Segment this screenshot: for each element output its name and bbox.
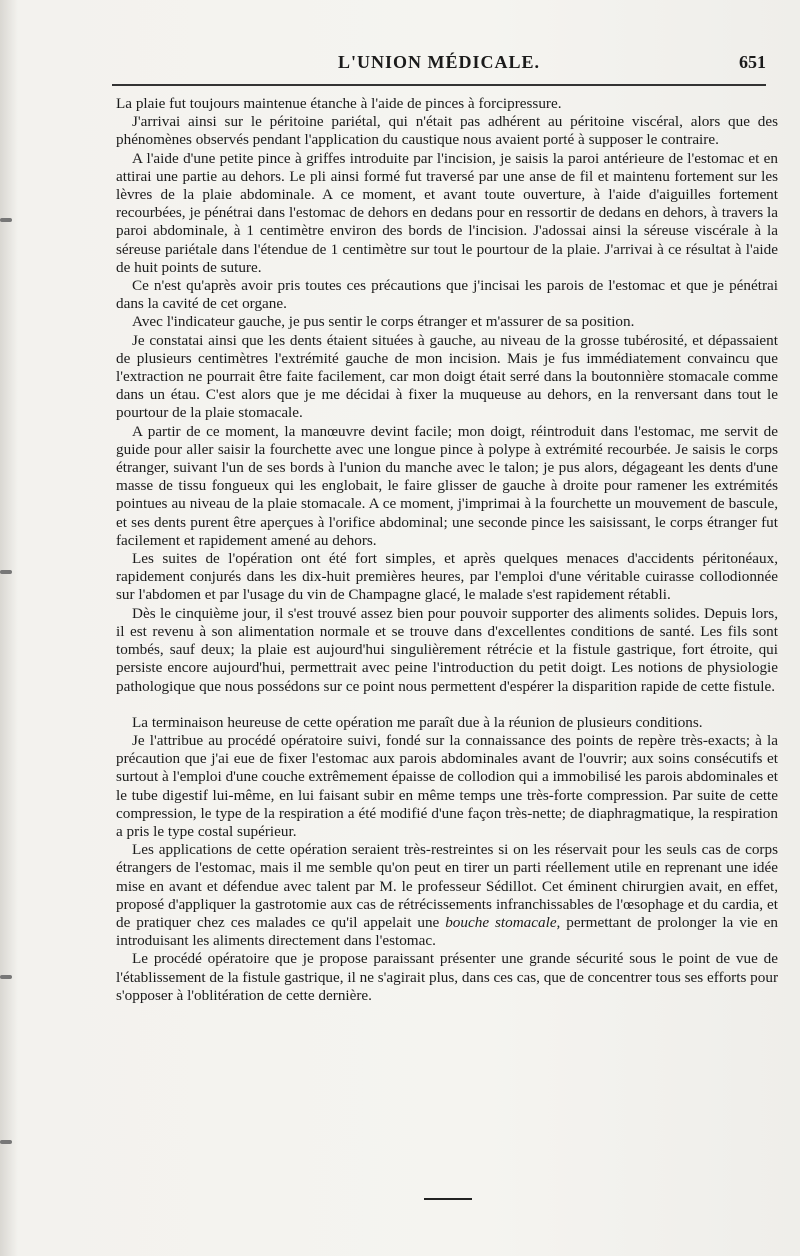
header-rule (112, 84, 766, 86)
paragraph: A partir de ce moment, la manœuvre devint facile; mon doigt, réintroduit dans l'estomac, me servit de guide pour aller saisir la fourchette avec une longue pince à polype à extrémité recourbée. Je saisis le corps étranger, suivant l'un de ses bords à l'union du manche avec le talon; je pus alors, dégageant les dents d'une masse de tissu fongueux qui les englobait, le faire glisser de gauche à droite pour ramener les extrémités pointues au niveau de la plaie stomacale. A ce moment, j'imprimai à la fourchette un mouvement de bascule, et ses dents purent être aperçues à l'orifice abdominal; une seconde pince les saisissant, le corps étranger fut facilement et rapidement amené au dehors. (116, 422, 778, 549)
paragraph: Les suites de l'opération ont été fort simples, et après quelques menaces d'accidents péritonéaux, rapidement conjurés dans les dix-huit premières heures, par l'emploi d'une véritable cuirasse collodionnée sur l'abdomen et par l'usage du vin de Champagne glacé, le malade s'est rapidement rétabli. (116, 550, 778, 604)
paragraph-text: Les applications de cette opération seraient très-restreintes si on les réservait pour les seuls cas de corps étrangers de l'estomac, mais il me semble qu'on peut en tirer un parti réellement utile en reprenant une idée mise en avant et défendue avec talent par M. le professeur Sédillot. Cet éminent chirurgien avait, en effet, proposé d'appliquer la gastrotomie aux cas de rétrécissements infranchissables de l'œsophage et du cardia, et de pratiquer chez ces malades ce qu'il appelait une (116, 841, 778, 931)
paragraph-text: permettant de prolonger la vie en introduisant les aliments directement dans l'estomac. (116, 913, 779, 950)
page-number: 651 (739, 52, 766, 72)
end-rule (424, 1198, 472, 1200)
paragraph (116, 841, 778, 950)
paragraph: Avec l'indicateur gauche, je pus sentir le corps étranger et m'assurer de sa position. (132, 313, 635, 331)
margin-mark (0, 218, 12, 222)
paragraph: Le procédé opératoire que je propose paraissant présenter une grande sécurité sous le point de vue de l'établissement de la fistule gastrique, il ne s'agirait plus, dans ces cas, que de concentrer tous ses efforts pour s'opposer à l'oblitération de cette dernière. (116, 950, 778, 1004)
italic-term: bouche stomacale, (445, 913, 561, 931)
margin-mark (0, 570, 12, 574)
paragraph: A l'aide d'une petite pince à griffes introduite par l'incision, je saisis la paroi antérieure de l'estomac et en attirai une partie au dehors. Le pli ainsi formé fut traversé par une anse de fil et maintenu fortement sur les lèvres de la plaie abdominale. A ce moment, et avant toute ouverture, à l'aide d'aiguilles fortement recourbées, je pénétrai dans l'estomac de dehors en dedans pour en ressortir de dedans en dehors, à travers la paroi abdominale, à 1 centimètre environ des bords de l'incision. J'adossai ainsi la séreuse viscérale à la séreuse pariétale dans l'étendue de 1 centimètre sur tout le pourtour de la plaie. J'arrivai à ce résultat à l'aide de huit points de suture. (116, 149, 778, 276)
page-header (108, 52, 770, 76)
running-title: L'UNION MÉDICALE. (337, 52, 541, 72)
paragraph: La terminaison heureuse de cette opération me paraît due à la réunion de plusieurs conditions. (132, 713, 703, 731)
margin-mark (0, 1140, 12, 1144)
paragraph: La plaie fut toujours maintenue étanche à l'aide de pinces à forcipressure. (116, 95, 562, 112)
paragraph: J'arrivai ainsi sur le péritoine pariétal, qui n'était pas adhérent au péritoine viscéral, alors que des phénomènes observés pendant l'application du caustique nous avaient porté à supposer le contraire. (116, 113, 778, 149)
margin-mark (0, 975, 12, 979)
article-body (116, 95, 778, 1005)
paragraph: Je constatai ainsi que les dents étaient situées à gauche, au niveau de la grosse tubérosité, et dépassaient de plusieurs centimètres l'extrémité gauche de mon incision. Mais je fus immédiatement convaincu que l'extraction ne pourrait être faite facilement, car mon doigt était serré dans la boutonnière stomacale comme dans un étau. C'est alors que je me décidai à fixer la muqueuse au dehors, en la renversant dans tout le pourtour de la plaie stomacale. (116, 331, 778, 422)
paragraph: Dès le cinquième jour, il s'est trouvé assez bien pour pouvoir supporter des aliments solides. Depuis lors, il est revenu à son alimentation normale et se trouve dans d'excellentes conditions de santé. Les fils sont tombés, sauf deux; la plaie est aujourd'hui singulièrement rétrécie et la fistule gastrique, fort étroite, qui persiste encore aujourd'hui, permettrait avec peine l'introduction du petit doigt. Les notions de physiologie pathologique que nous possédons sur ce point nous permettent d'espérer la disparition rapide de cette fistule. (116, 604, 778, 695)
paragraph: Ce n'est qu'après avoir pris toutes ces précautions que j'incisai les parois de l'estomac et que je pénétrai dans la cavité de cet organe. (116, 277, 778, 313)
paragraph: Je l'attribue au procédé opératoire suivi, fondé sur la connaissance des points de repère très-exacts; à la précaution que j'ai eue de fixer l'estomac aux parois abdominales avant de l'ouvrir; aux soins consécutifs et surtout à l'emploi d'une couche extrêmement épaisse de collodion qui a immobilisé les parois abdominales et le tube digestif lui-même, en lui faisant subir en même temps une très-forte compression. Par suite de cette compression, le type de la respiration a été modifié d'une façon très-nette; de diaphragmatique, la respiration a pris le type costal supérieur. (116, 731, 778, 840)
